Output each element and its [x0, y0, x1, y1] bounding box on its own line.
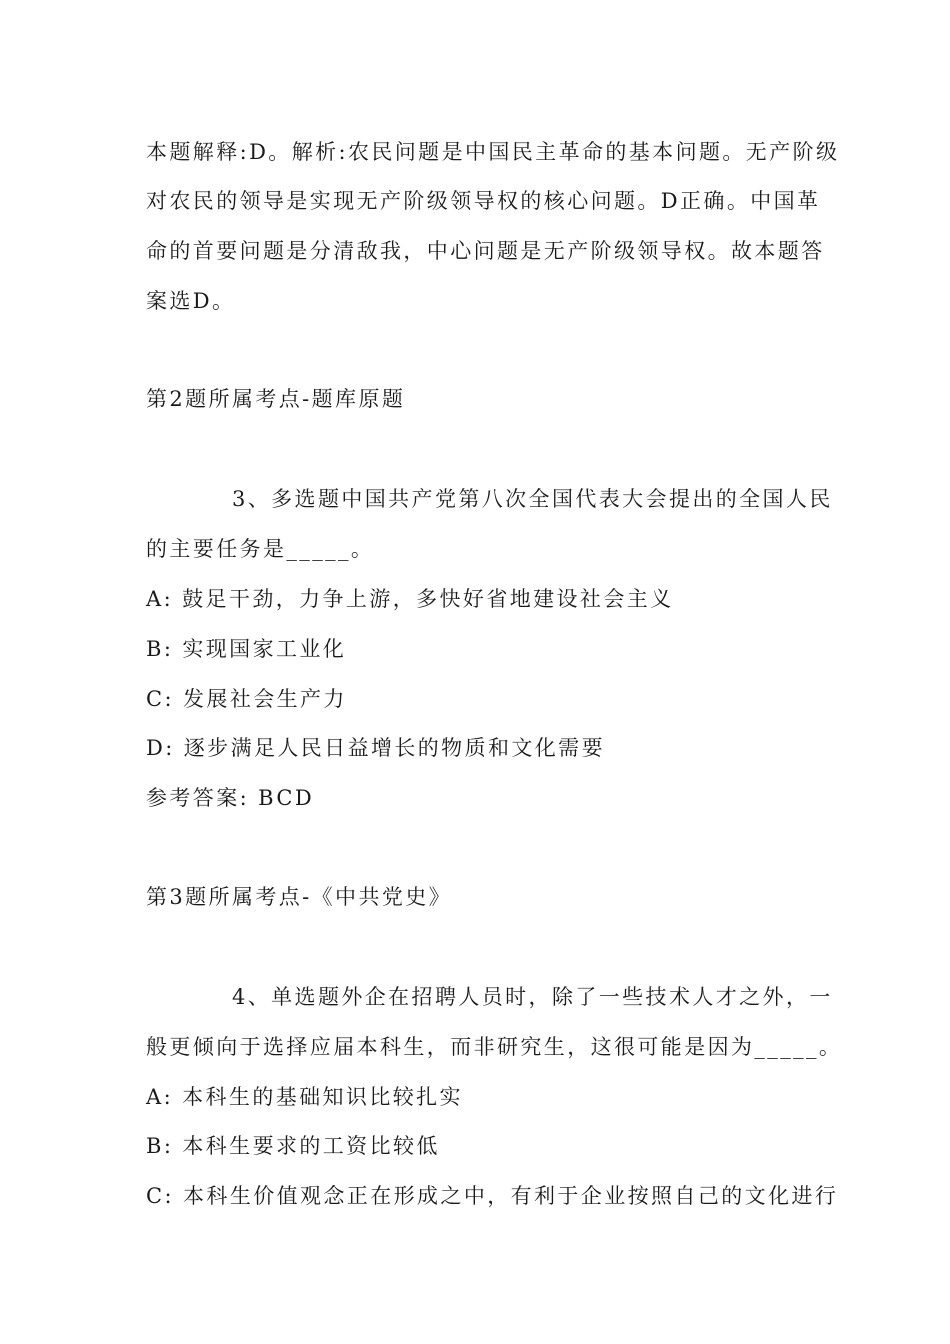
- topic-3-label: 第3题所属考点-《中共党史》: [146, 885, 453, 909]
- question-4-option-a: A: 本科生的基础知识比较扎实: [146, 1085, 463, 1109]
- question-3-option-a: A: 鼓足干劲，力争上游，多快好省地建设社会主义: [146, 587, 674, 611]
- question-4-stem-line-2: 般更倾向于选择应届本科生，而非研究生，这很可能是因为_____。: [146, 1035, 843, 1059]
- question-4-stem-line-1: 4、单选题外企在招聘人员时，除了一些技术人才之外，一: [232, 985, 833, 1009]
- question-3-option-c: C: 发展社会生产力: [146, 687, 347, 711]
- question-4-option-c: C: 本科生价值观念正在形成之中，有利于企业按照自己的文化进行: [146, 1184, 839, 1208]
- explanation-line-4: 案选D。: [146, 289, 236, 313]
- question-3-answer: 参考答案: BCD: [146, 786, 315, 810]
- explanation-line-3: 命的首要问题是分清敌我，中心问题是无产阶级领导权。故本题答: [146, 239, 825, 263]
- question-3-stem-line-2: 的主要任务是_____。: [146, 537, 375, 561]
- question-4-option-b: B: 本科生要求的工资比较低: [146, 1134, 440, 1158]
- question-3-stem-line-1: 3、多选题中国共产党第八次全国代表大会提出的全国人民: [232, 487, 833, 511]
- explanation-line-1: 本题解释:D。解析:农民问题是中国民主革命的基本问题。无产阶级: [146, 140, 840, 164]
- explanation-line-2: 对农民的领导是实现无产阶级领导权的核心问题。D正确。中国革: [146, 189, 821, 213]
- question-3-option-d: D: 逐步满足人民日益增长的物质和文化需要: [146, 736, 605, 760]
- question-3-option-b: B: 实现国家工业化: [146, 637, 347, 661]
- topic-2-label: 第2题所属考点-题库原题: [146, 387, 406, 411]
